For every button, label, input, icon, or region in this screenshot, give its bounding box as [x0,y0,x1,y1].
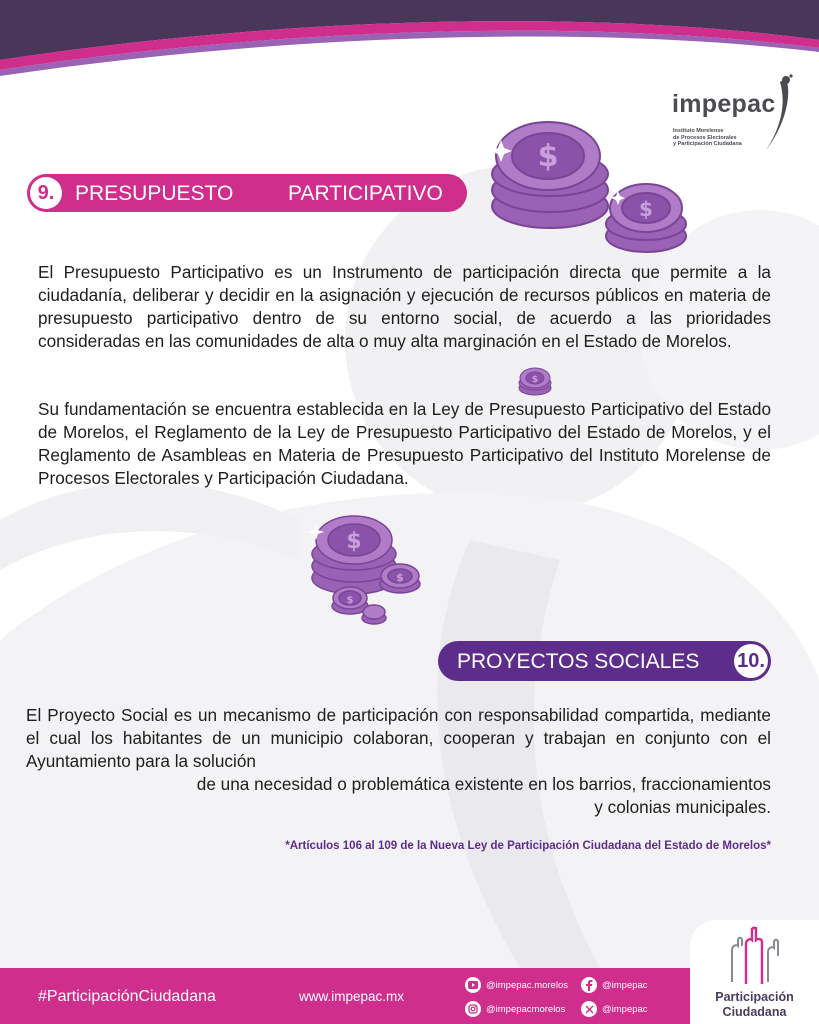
section-10-title: PROYECTOS SOCIALES [457,650,700,673]
small-coin-icon [517,366,553,398]
badge-caption: Participación Ciudadana [715,990,794,1019]
youtube-link[interactable] [465,977,568,993]
logo-subtitle: Instituto Morelense de Procesos Electorales y Participación Ciudadana [673,128,742,148]
facebook-handle: @impepac [602,979,648,991]
section-10-header [438,641,771,681]
participacion-badge [690,920,819,1024]
footer-hashtag: #ParticipaciónCiudadana [38,988,216,1005]
instagram-link[interactable] [465,1001,565,1017]
section-10-paragraph-end: de una necesidad o problemática existente en los barrios, fraccionamientos y colonias municipales. [196,774,771,817]
svg-text:$: $ [346,595,354,606]
section-9-paragraph-1: El Presupuesto Participativo es un Instrumento de participación directa que permite a la ciudadanía, deliberar y decidir en la asignación y ejecución de recursos públicos en materia de presupuesto participativo dentro de su entorno social, de acuerdo a las prioridades consideradas en las comunidades de alta o muy alta marginación en el Estado de Morelos. [38,262,771,351]
svg-text:$: $ [346,529,362,554]
footer-website-link[interactable]: www.impepac.mx [299,989,405,1004]
svg-text:$: $ [531,375,539,385]
facebook-link[interactable] [581,977,648,993]
svg-text:$: $ [537,139,559,174]
section-9-number: 9. [30,177,62,209]
top-wave-band [0,0,819,80]
legal-footnote: *Artículos 106 al 109 de la Nueva Ley de Participación Ciudadana del Estado de Morelos* [285,840,771,852]
logo-swoosh-icon [760,74,794,152]
x-handle: @impepac [602,1003,648,1015]
section-9-header [27,174,467,212]
youtube-icon [465,977,481,993]
raised-hands-icon [728,922,782,986]
section-9-title-part2: PARTICIPATIVO [288,182,443,205]
svg-text:$: $ [639,197,653,221]
coin-stack-icon [488,118,693,258]
section-9-paragraph-2: Su fundamentación se encuentra establecida en la Ley de Presupuesto Participativo del Estado de Morelos, el Reglamento de la Ley de Presupuesto Participativo del Estado de Morelos, y el Reglamento de Asambleas en Materia de Presupuesto Participativo del Instituto Morelense de Procesos Electorales y Participación Ciudadana. [38,399,771,488]
x-link[interactable] [581,1001,648,1017]
section-10-paragraph: El Proyecto Social es un mecanismo de participación con responsabilidad compartida, mediante el cual los habitantes de un municipio colaboran, cooperan y trabajan en conjunto con el Ayuntamiento para la solución [26,705,771,771]
x-icon [581,1001,597,1017]
instagram-icon [465,1001,481,1017]
facebook-icon [581,977,597,993]
logo-wordmark: impepac [672,90,776,118]
coin-pile-icon [308,512,424,628]
section-9-title-part1: PRESUPUESTO [75,182,234,205]
youtube-handle: @impepac.morelos [486,979,568,991]
section-10-number: 10. [734,644,768,678]
instagram-handle: @impepacmorelos [486,1003,566,1015]
svg-text:$: $ [396,571,404,584]
